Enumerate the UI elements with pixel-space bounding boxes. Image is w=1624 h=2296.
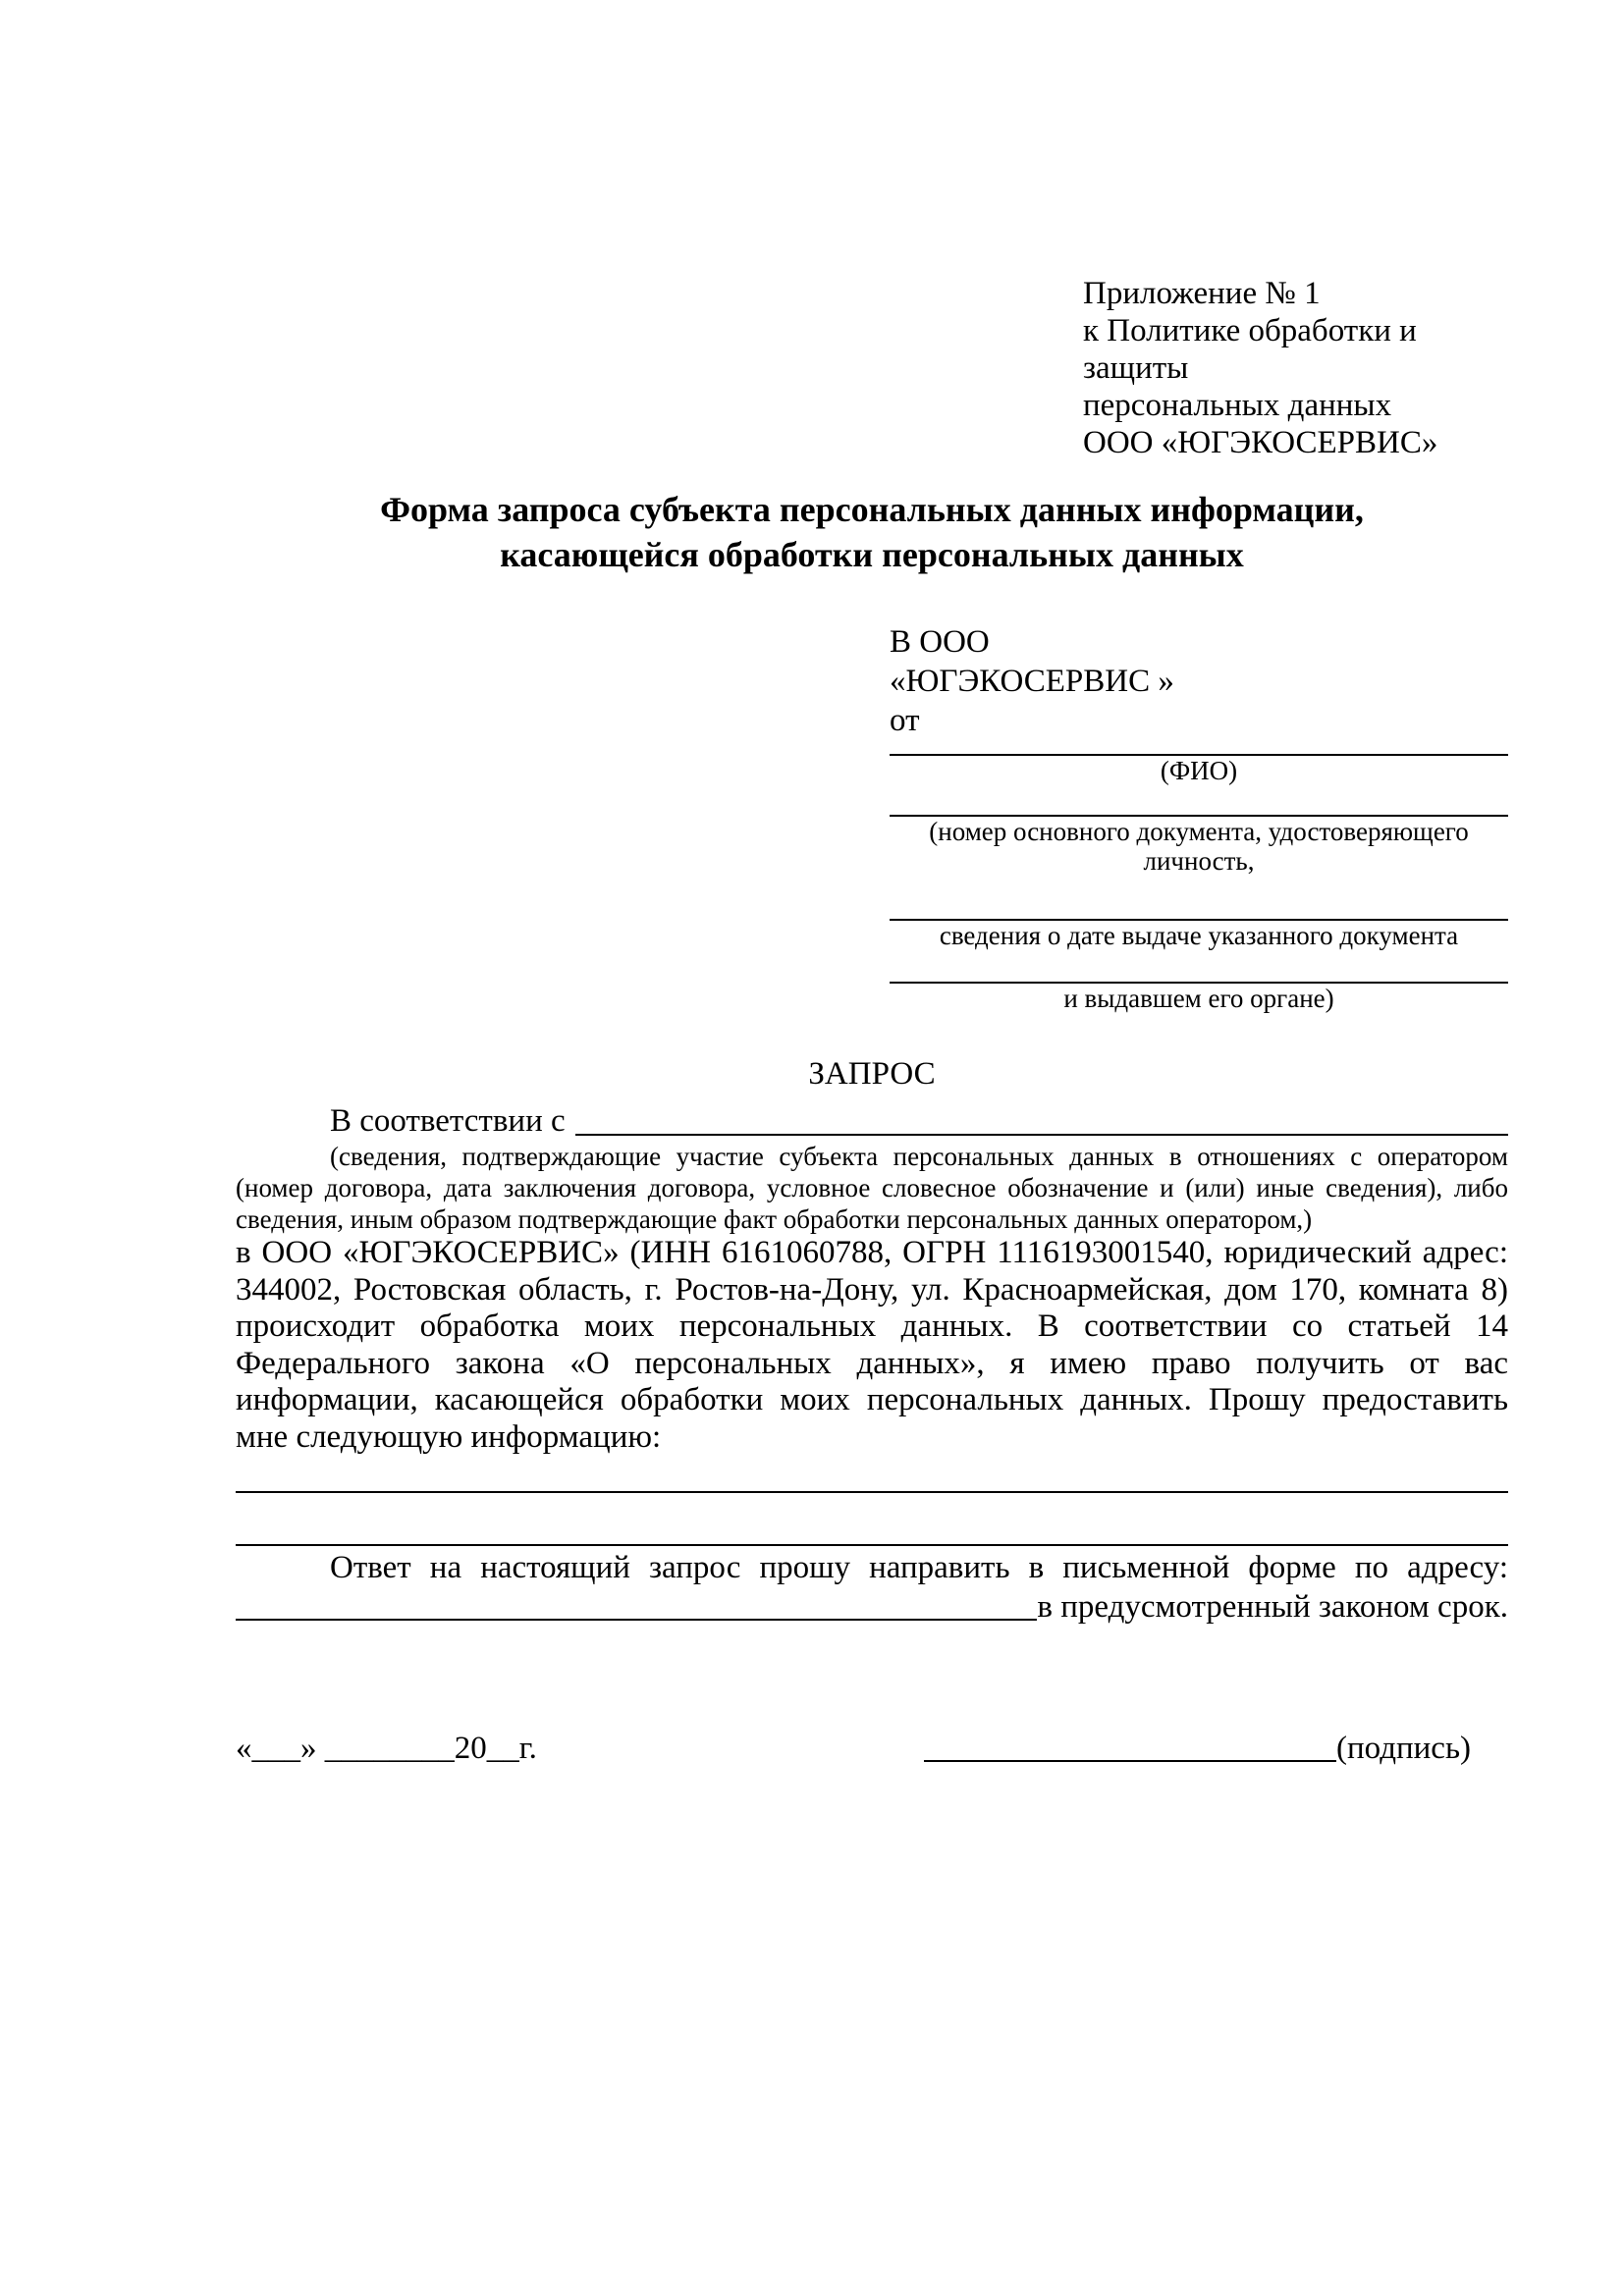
appendix-block [1083,275,1508,461]
page-title-line-1: Форма запроса субъекта персональных данных информации, [380,490,1364,529]
page-title [236,487,1508,577]
appendix-line: ООО «ЮГЭКОСЕРВИС» [1083,425,1438,460]
request-heading: ЗАПРОС [808,1056,936,1092]
document-number-caption: (номер основного документа, удостоверяющего личность, [929,817,1469,876]
request-body-text: в ООО «ЮГЭКОСЕРВИС» (ИНН 6161060788, ОГРН 1116193001540, юридический адрес: 344002, Ростовская область, г. Ростов-на-Дону, ул. Красноармейская, дом 170, комната 8) происходит обработка моих персональных данных. В соответствии со статьей 14 Федерального закона «О персональных данных», я имею право получить от вас информации, касающейся обработки моих персональных данных. Прошу предоставить мне следующую информацию: [236,1235,1508,1455]
recipient-line-2: «ЮГЭКОСЕРВИС » [890,664,1174,699]
recipient-block [890,622,1508,1013]
appendix-line: к Политике обработки и защиты [1083,313,1417,386]
recipient-line-3: от [890,703,920,738]
signature-group [924,1729,1471,1768]
appendix-line: персональных данных [1083,388,1392,423]
intro-blank-line [575,1101,1508,1136]
issue-date-blank-line [890,876,1508,921]
info-blank-line-2 [236,1493,1508,1546]
issuing-authority-caption: и выдавшем его органе) [1063,984,1334,1013]
address-blank-line [236,1587,1037,1621]
intro-prefix: В соответствии с [330,1103,566,1139]
signature-caption: (подпись) [1336,1731,1471,1766]
page-title-line-2: касающейся обработки персональных данных [500,535,1244,574]
issue-date-caption: сведения о дате выдаче указанного документа [939,921,1459,950]
issuing-authority-blank-line [890,950,1508,984]
info-blank-line-1 [236,1456,1508,1493]
recipient-line-1: В ООО [890,624,990,660]
appendix-line: Приложение № 1 [1083,276,1321,311]
footer-row [236,1729,1508,1768]
fio-caption: (ФИО) [1160,756,1238,785]
reply-suffix: в предусмотренный законом срок. [1037,1589,1508,1625]
document-number-blank-line [890,785,1508,817]
address-row [236,1587,1508,1627]
footnote-text: (сведения, подтверждающие участие субъекта персональных данных в отношениях с оператором (номер договора, дата заключения договора, условное словесное обозначение и (или) иные сведения), либо сведения, иным образом подтверждающие факт обработки персональных данных оператором,) [236,1142,1508,1234]
signature-blank-line [924,1760,1336,1762]
reply-sentence: Ответ на настоящий запрос прошу направить в письменной форме по адресу: [330,1550,1508,1585]
fio-blank-line [890,740,1508,756]
date-blank: «___» ________20__г. [236,1731,537,1766]
intro-row [236,1101,1508,1141]
